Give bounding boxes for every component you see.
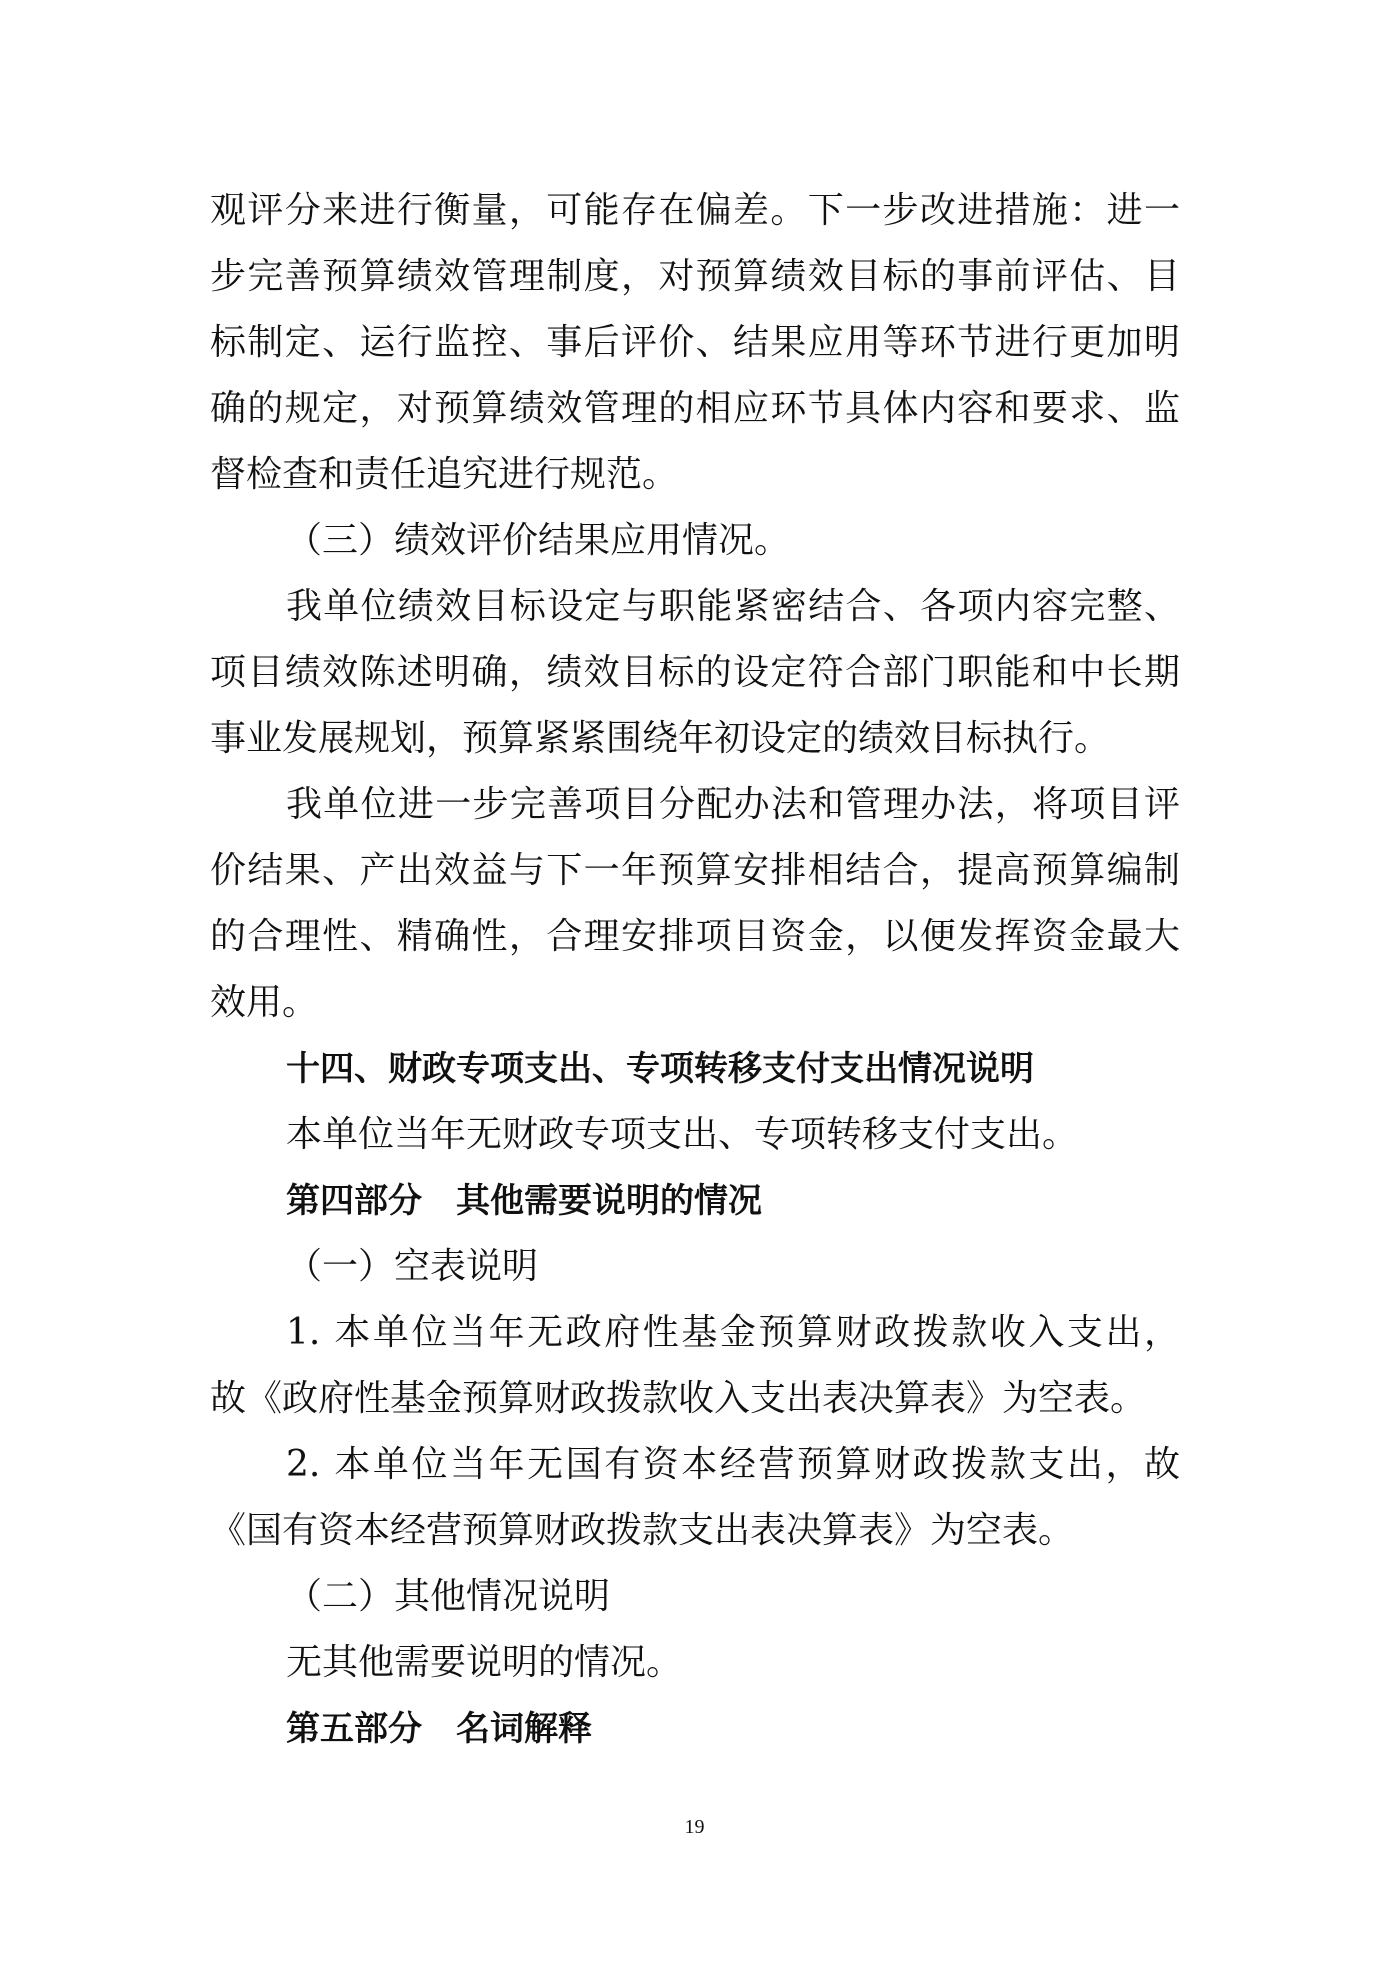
document-body <box>210 178 1180 1762</box>
section-subheading: （一）空表说明 <box>286 1246 539 1287</box>
paragraph-line: 的合理性、精确性，合理安排项目资金，以便发挥资金最大 <box>210 916 1180 957</box>
paragraph-line: 《国有资本经营预算财政拨款支出表决算表》为空表。 <box>210 1510 1075 1551</box>
paragraph-line: 督检查和责任追究进行规范。 <box>210 454 679 495</box>
paragraph-line: 标制定、运行监控、事后评价、结果应用等环节进行更加明 <box>210 322 1180 363</box>
paragraph-line: 我单位绩效目标设定与职能紧密结合、各项内容完整、 <box>286 586 1180 627</box>
paragraph-line: 效用。 <box>210 982 319 1023</box>
paragraph-line: 观评分来进行衡量，可能存在偏差。下一步改进措施：进一 <box>210 190 1180 231</box>
paragraph-line: 事业发展规划，预算紧紧围绕年初设定的绩效目标执行。 <box>210 718 1111 759</box>
section-heading: 十四、财政专项支出、专项转移支付支出情况说明 <box>286 1049 1034 1089</box>
paragraph-line: 2. 本单位当年无国有资本经营预算财政拨款支出，故 <box>286 1444 1180 1485</box>
section-subheading: （二）其他情况说明 <box>286 1576 611 1617</box>
part-heading: 第五部分 名词解释 <box>286 1709 592 1749</box>
paragraph-line: 1. 本单位当年无政府性基金预算财政拨款收入支出， <box>286 1312 1180 1353</box>
paragraph-line: 步完善预算绩效管理制度，对预算绩效目标的事前评估、目 <box>210 256 1180 297</box>
paragraph-line: 本单位当年无财政专项支出、专项转移支付支出。 <box>286 1114 1079 1155</box>
page-number: 19 <box>684 1816 705 1838</box>
paragraph-line: 价结果、产出效益与下一年预算安排相结合，提高预算编制 <box>210 850 1180 891</box>
section-subheading: （三）绩效评价结果应用情况。 <box>286 520 791 561</box>
paragraph-line: 我单位进一步完善项目分配办法和管理办法，将项目评 <box>286 784 1180 825</box>
paragraph-line: 故《政府性基金预算财政拨款收入支出表决算表》为空表。 <box>210 1378 1147 1419</box>
paragraph-line: 无其他需要说明的情况。 <box>286 1642 683 1683</box>
paragraph-line: 确的规定，对预算绩效管理的相应环节具体内容和要求、监 <box>210 388 1180 429</box>
part-heading: 第四部分 其他需要说明的情况 <box>286 1181 762 1221</box>
paragraph-line: 项目绩效陈述明确，绩效目标的设定符合部门职能和中长期 <box>210 652 1180 693</box>
